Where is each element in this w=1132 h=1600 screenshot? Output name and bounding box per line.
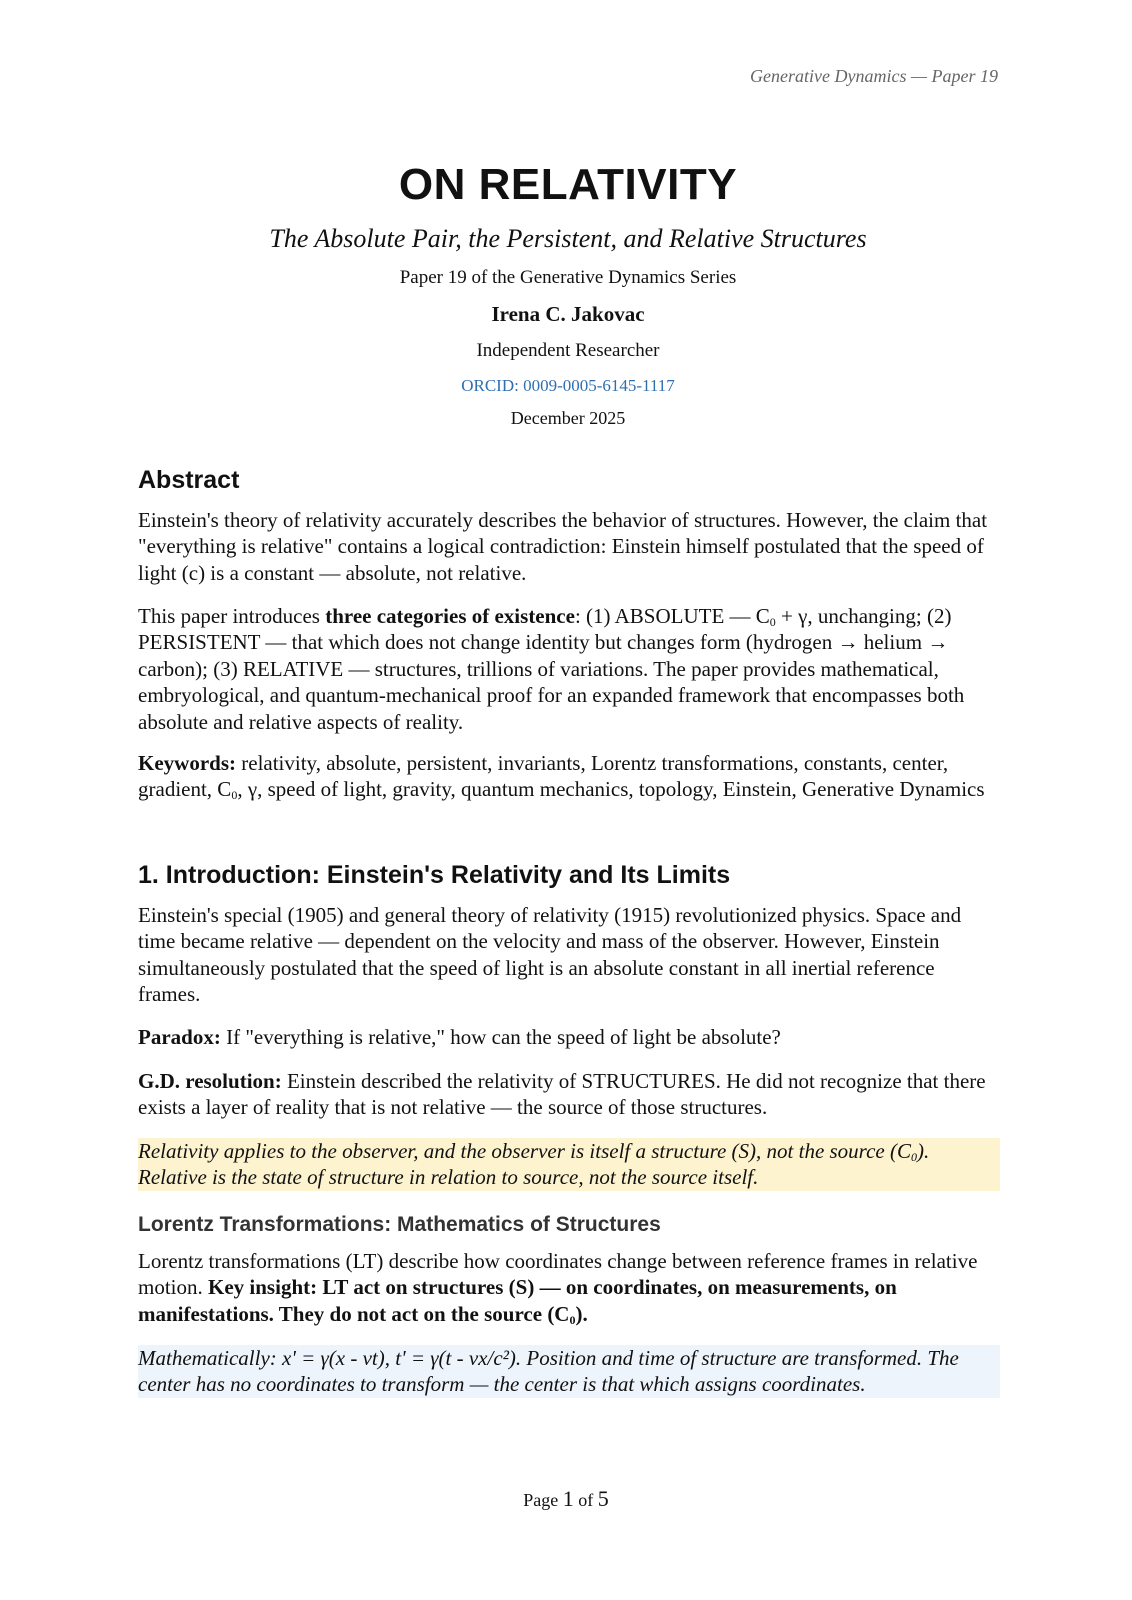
resolution-paragraph bbox=[138, 1068, 1000, 1121]
keywords-paragraph bbox=[138, 750, 1000, 803]
paradox-label: Paradox: bbox=[138, 1025, 221, 1049]
author-name: Irena C. Jakovac bbox=[491, 302, 645, 326]
footer-page-number: 1 bbox=[562, 1486, 574, 1511]
section-1-heading: 1. Introduction: Einstein's Relativity and Its Limits bbox=[138, 861, 731, 889]
abstract-p2-text-a: This paper introduces bbox=[138, 604, 326, 628]
running-head: Generative Dynamics — Paper 19 bbox=[750, 66, 998, 86]
paradox-paragraph bbox=[138, 1024, 1000, 1050]
publication-date: December 2025 bbox=[510, 408, 626, 428]
abstract-p2-subscript: 0 bbox=[769, 615, 776, 629]
abstract-paragraph-1: Einstein's theory of relativity accurately describes the behavior of structures. However, the claim that "everything is relative" contains a logical contradiction: Einstein himself postulated that the speed of light (c) is a constant — absolute, not relative. bbox=[138, 508, 988, 585]
highlight-callout-yellow bbox=[138, 1138, 1000, 1191]
footer-page-word: Page bbox=[523, 1490, 559, 1510]
abstract-paragraph-2 bbox=[138, 603, 1000, 735]
footer-page-total: 5 bbox=[597, 1486, 609, 1511]
keywords-subscript: 0 bbox=[231, 788, 238, 803]
math-note-callout-blue: Mathematically: x' = γ(x - vt), t' = γ(t - vx/c²). Position and time of structure are transformed. The center has no coordinates to transform — the center is that which assigns coordinates. bbox=[138, 1345, 1000, 1398]
lorentz-paragraph bbox=[138, 1248, 1000, 1327]
highlight-subscript: 0 bbox=[910, 1150, 917, 1164]
resolution-label: G.D. resolution: bbox=[138, 1069, 282, 1093]
lorentz-subscript: 0 bbox=[569, 1312, 576, 1327]
resolution-text: Einstein described the relativity of STRUCTURES. He did not recognize that there exists a layer of reality that is not relative — the source of those structures. bbox=[138, 1069, 986, 1120]
keywords-text-b: , γ, speed of light, gravity, quantum mechanics, topology, Einstein, Generative Dynamics bbox=[237, 777, 985, 802]
footer-of-word: of bbox=[578, 1490, 594, 1510]
abstract-p2-text-c: + γ, unchanging; (2) PERSISTENT — that which does not change identity but changes form (hydrogen → helium → carbon); (3) RELATIVE — structures, trillions of variations. The paper provides mathematical, embryological, and quantum-mechanical proof for an expanded framework that encompasses both absolute and relative aspects of reality. bbox=[138, 604, 965, 734]
orcid-link[interactable]: ORCID: 0009-0005-6145-1117 bbox=[461, 376, 675, 395]
highlight-text-b: ). Relative is the state of structure in relation to source, not the source itself. bbox=[138, 1139, 930, 1190]
page-footer bbox=[0, 1486, 1132, 1512]
keywords-label: Keywords: bbox=[138, 751, 236, 775]
abstract-heading: Abstract bbox=[138, 466, 240, 494]
abstract-p2-bold: three categories of existence bbox=[325, 604, 575, 628]
lorentz-subsection-heading: Lorentz Transformations: Mathematics of Structures bbox=[138, 1213, 661, 1236]
author-affiliation: Independent Researcher bbox=[476, 340, 660, 361]
paradox-text: If "everything is relative," how can the speed of light be absolute? bbox=[220, 1025, 781, 1049]
keywords-text-a: relativity, absolute, persistent, invariants, Lorentz transformations, constants, center, gradient, C bbox=[138, 751, 949, 802]
section-1-paragraph-1: Einstein's special (1905) and general theory of relativity (1915) revolutionized physics. Space and time became relative — dependent on the velocity and mass of the observer. However, Einstein simultaneously postulated that the speed of light is an absolute constant in all inertial reference frames. bbox=[138, 903, 962, 1007]
lorentz-bold-text: Key insight: LT act on structures (S) — on coordinates, on measurements, on manifestations. They do not act on the source (C bbox=[138, 1275, 897, 1326]
lorentz-text-a: Lorentz transformations (LT) describe how coordinates change between reference frames in relative motion. bbox=[138, 1249, 978, 1300]
highlight-text-a: Relativity applies to the observer, and the observer is itself a structure (S), not the source (C bbox=[138, 1139, 911, 1163]
lorentz-bold-end: ). bbox=[575, 1301, 588, 1326]
abstract-p2-text-b: : (1) ABSOLUTE — C bbox=[574, 604, 770, 628]
paper-subtitle: The Absolute Pair, the Persistent, and Relative Structures bbox=[269, 224, 867, 253]
paper-title: ON RELATIVITY bbox=[398, 160, 738, 209]
series-line: Paper 19 of the Generative Dynamics Series bbox=[399, 267, 737, 288]
lorentz-key-insight bbox=[138, 1275, 897, 1325]
